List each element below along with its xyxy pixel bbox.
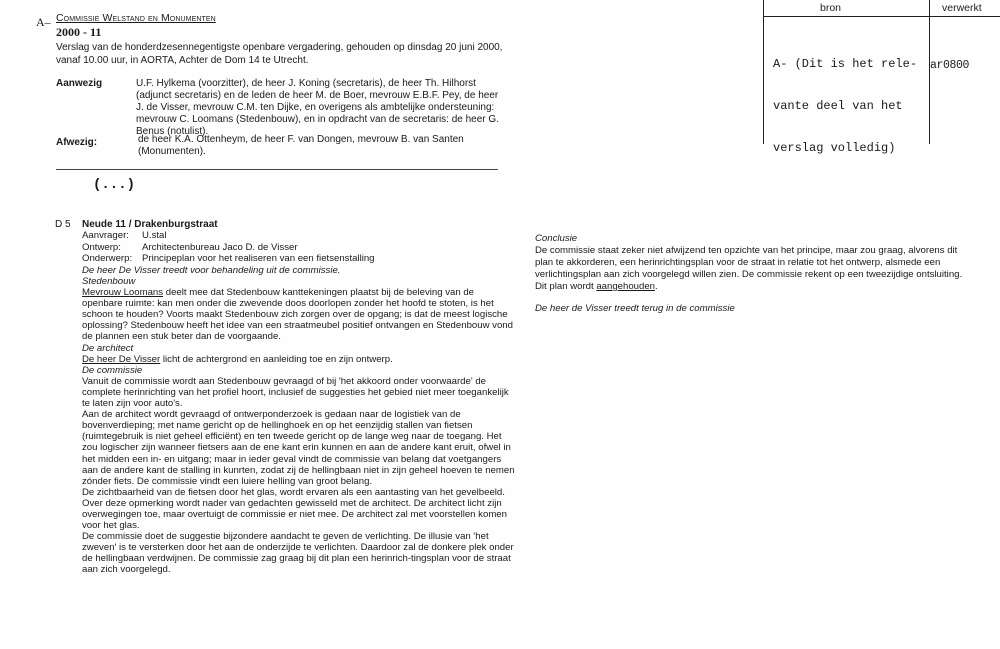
item-discussion bbox=[82, 276, 515, 576]
item-fields bbox=[82, 230, 375, 276]
return-note: De heer de Visser treedt terug in de commissie bbox=[535, 303, 735, 314]
item-code: D 5 bbox=[55, 219, 71, 230]
stedenbouw-heading: Stedenbouw bbox=[82, 276, 136, 287]
conclusion-line: verlichtingsplan aan zich voorgelegd willen zien. De commissie rekent op een tweezijdige ontsluiting. bbox=[535, 269, 963, 280]
paragraph-line: De zichtbaarheid van de fietsen door het glas, wordt ervaren als een aantasting van het gevelbeeld. bbox=[82, 486, 505, 498]
paragraph-line: De commissie doet de suggestie bijzondere aandacht te geven de verlichting. De illusie van 'het bbox=[82, 531, 489, 543]
stamp-processed-code: ar0800 bbox=[930, 59, 970, 72]
paragraph-line: schoon te houden? Voorts maakt Stedenbouw zich zorgen over de opgang; is dat de meest logische bbox=[82, 309, 508, 321]
paragraph-line: het midden een in- en uitgang; maar in ieder geval vindt de commissie van belang dat voetgangers bbox=[82, 453, 502, 465]
intro-line: Verslag van de honderdzesennegentigste openbare vergadering, gehouden op dinsdag 20 juni 2000, bbox=[56, 42, 503, 53]
paragraph-line: te laten zijn voor auto's. bbox=[82, 398, 183, 410]
present-label: Aanwezig bbox=[56, 78, 103, 89]
paragraph-line: zónder fiets. De commissie vindt een luiere helling van groot belang. bbox=[82, 475, 373, 487]
paragraph-line: de hellingbaan verdwijnen. De commissie zag graag bij dit plan een herinrich-tingsplan voor de straat bbox=[82, 553, 511, 565]
architect-line: De heer De Visser licht de achtergrond en aanleiding toe en zijn ontwerp. bbox=[82, 353, 393, 365]
stamp-left-border bbox=[763, 0, 764, 144]
paragraph-line: oplossing? Stedenbouw heeft het idee van een straatmeubel positief ontvangen en Stedenbouw vond bbox=[82, 320, 513, 332]
paragraph-line: Aan de architect wordt gevraagd of ontwerponderzoek is gedaan naar de logistiek van de bbox=[82, 409, 461, 421]
stamp-header-rule bbox=[763, 16, 1000, 17]
verdict-status: aangehouden bbox=[596, 281, 656, 292]
absent-label: Afwezig: bbox=[56, 137, 98, 148]
paragraph-line: Over deze opmerking wordt nader van gedachten gewisseld met de architect. De architect licht zijn bbox=[82, 497, 502, 509]
intro-line: vanaf 10.00 uur, in AORTA, Achter de Dom 14 te Utrecht. bbox=[56, 54, 309, 66]
paragraph-line: zou logischer zijn wanneer fietsers aan de ene kant erin kunnen en aan de andere kant eruit, ofwel in bbox=[82, 442, 511, 454]
conclusion-line: plan te akkorderen, een herinrichtingsplan voor de straat in relatie tot het ontwerp, alsmede een bbox=[535, 257, 941, 268]
stamp-note-line: verslag volledig) bbox=[773, 141, 896, 155]
meeting-number: 2000 - 11 bbox=[56, 25, 102, 39]
conclusion-heading: Conclusie bbox=[535, 233, 578, 244]
absent-list bbox=[138, 134, 464, 158]
meeting-intro bbox=[56, 42, 502, 67]
field-applicant: Aanvrager: U.stal bbox=[82, 230, 167, 241]
conclusion-verdict-line: Dit plan wordt aangehouden. bbox=[535, 281, 658, 292]
architect-heading: De architect bbox=[82, 342, 134, 354]
stamp-note-line: A- (Dit is het rele- bbox=[773, 57, 918, 71]
item-title: Neude 11 / Drakenburgstraat bbox=[82, 219, 218, 230]
paragraph-line: aan zich voorgelegd. bbox=[82, 564, 171, 576]
recusal-note: De heer De Visser treedt voor behandeling uit de commissie. bbox=[82, 264, 341, 276]
present-line: Benus (notulist). bbox=[136, 126, 209, 138]
present-line: (adjunct secretaris) en de leden de heer M. de Boer, mevrouw E.B.F. Pey, de heer bbox=[136, 90, 499, 102]
paragraph-line: Vanuit de commissie wordt aan Stedenbouw gevraagd of bij 'het akkoord onder voorwaarde' de bbox=[82, 375, 487, 387]
paragraph-line: (ruimtegebruik is niet geheel efficiënt) en ten tweede gericht op de lange weg naar de toegang. Het bbox=[82, 431, 502, 443]
present-line: U.F. Hylkema (voorzitter), de heer J. Koning (secretaris), de heer Th. Hilhorst bbox=[136, 78, 476, 89]
stamp-source-note bbox=[773, 29, 917, 183]
architect-speaker: De heer De Visser bbox=[82, 353, 161, 365]
paragraph-line: openbare ruimte: kan men onder die zwevende doos doorlopen zonder het hoofd te stoten, is het bbox=[82, 298, 494, 310]
paragraph-line: de plannen een stuk beter dan de voorgaande. bbox=[82, 331, 281, 343]
field-subject: Onderwerp: Principeplan voor het realiseren van een fietsenstalling bbox=[82, 253, 375, 265]
conclusion-line: De commissie staat zeker niet afwijzend ten opzichte van het principe, maar zou graag, alvorens dit bbox=[535, 245, 958, 256]
conclusion-block bbox=[535, 233, 962, 315]
paragraph-line: zweven' is te versterken door het aan de onderzijde te verlichten. Daardoor zal de donkere plek onder bbox=[82, 542, 514, 554]
field-design: Ontwerp: Architectenbureau Jaco D. de Visser bbox=[82, 241, 298, 253]
stamp-note-line: vante deel van het bbox=[773, 99, 903, 113]
present-line: mevrouw C. Loomans (Stedenbouw), en in opdracht van de secretaris: de heer G. bbox=[136, 114, 499, 126]
stamp-col-source: bron bbox=[820, 2, 842, 14]
absent-line: de heer K.A. Ottenheym, de heer F. van Dongen, mevrouw B. van Santen bbox=[138, 134, 464, 145]
margin-mark: A– bbox=[36, 15, 51, 29]
stedenbouw-first-line: Mevrouw Loomans deelt mee dat Stedenbouw kanttekeningen plaatst bij de beleving van de bbox=[82, 287, 475, 299]
absent-line: (Monumenten). bbox=[138, 146, 206, 158]
paragraph-line: voor het glas. bbox=[82, 520, 140, 532]
paragraph-line: overwegingen toe, maar overtuigt de commissie er niet mee. De architect zal met voorstellen komen bbox=[82, 508, 507, 520]
paragraph-line: aan de andere kant de stalling in kunrten, zodat zij de hellingbaan niet in zijn geheel hoeven te nemen bbox=[82, 464, 515, 476]
committee-name: Commissie Welstand en Monumenten bbox=[56, 12, 216, 24]
section-divider bbox=[56, 169, 498, 170]
present-line: J. de Visser, mevrouw C.M. ten Dijke, en overigens als ambtelijke ondersteuning: bbox=[136, 102, 495, 114]
stamp-col-processed: verwerkt bbox=[942, 2, 982, 14]
paragraph-line: complete herinrichting van het profiel hoort, inclusief de suggesties het gebied niet meer toegankelijk bbox=[82, 386, 509, 398]
omission-marker: (...) bbox=[93, 177, 136, 193]
stedenbouw-speaker: Mevrouw Loomans bbox=[82, 287, 164, 299]
present-list bbox=[136, 78, 499, 138]
commission-paragraphs bbox=[82, 376, 515, 576]
paragraph-line: bovenverdieping; met name gericht op de hellinghoek en op het eenzijdig stallen van fietsen bbox=[82, 420, 473, 432]
commission-heading: De commissie bbox=[82, 364, 143, 376]
